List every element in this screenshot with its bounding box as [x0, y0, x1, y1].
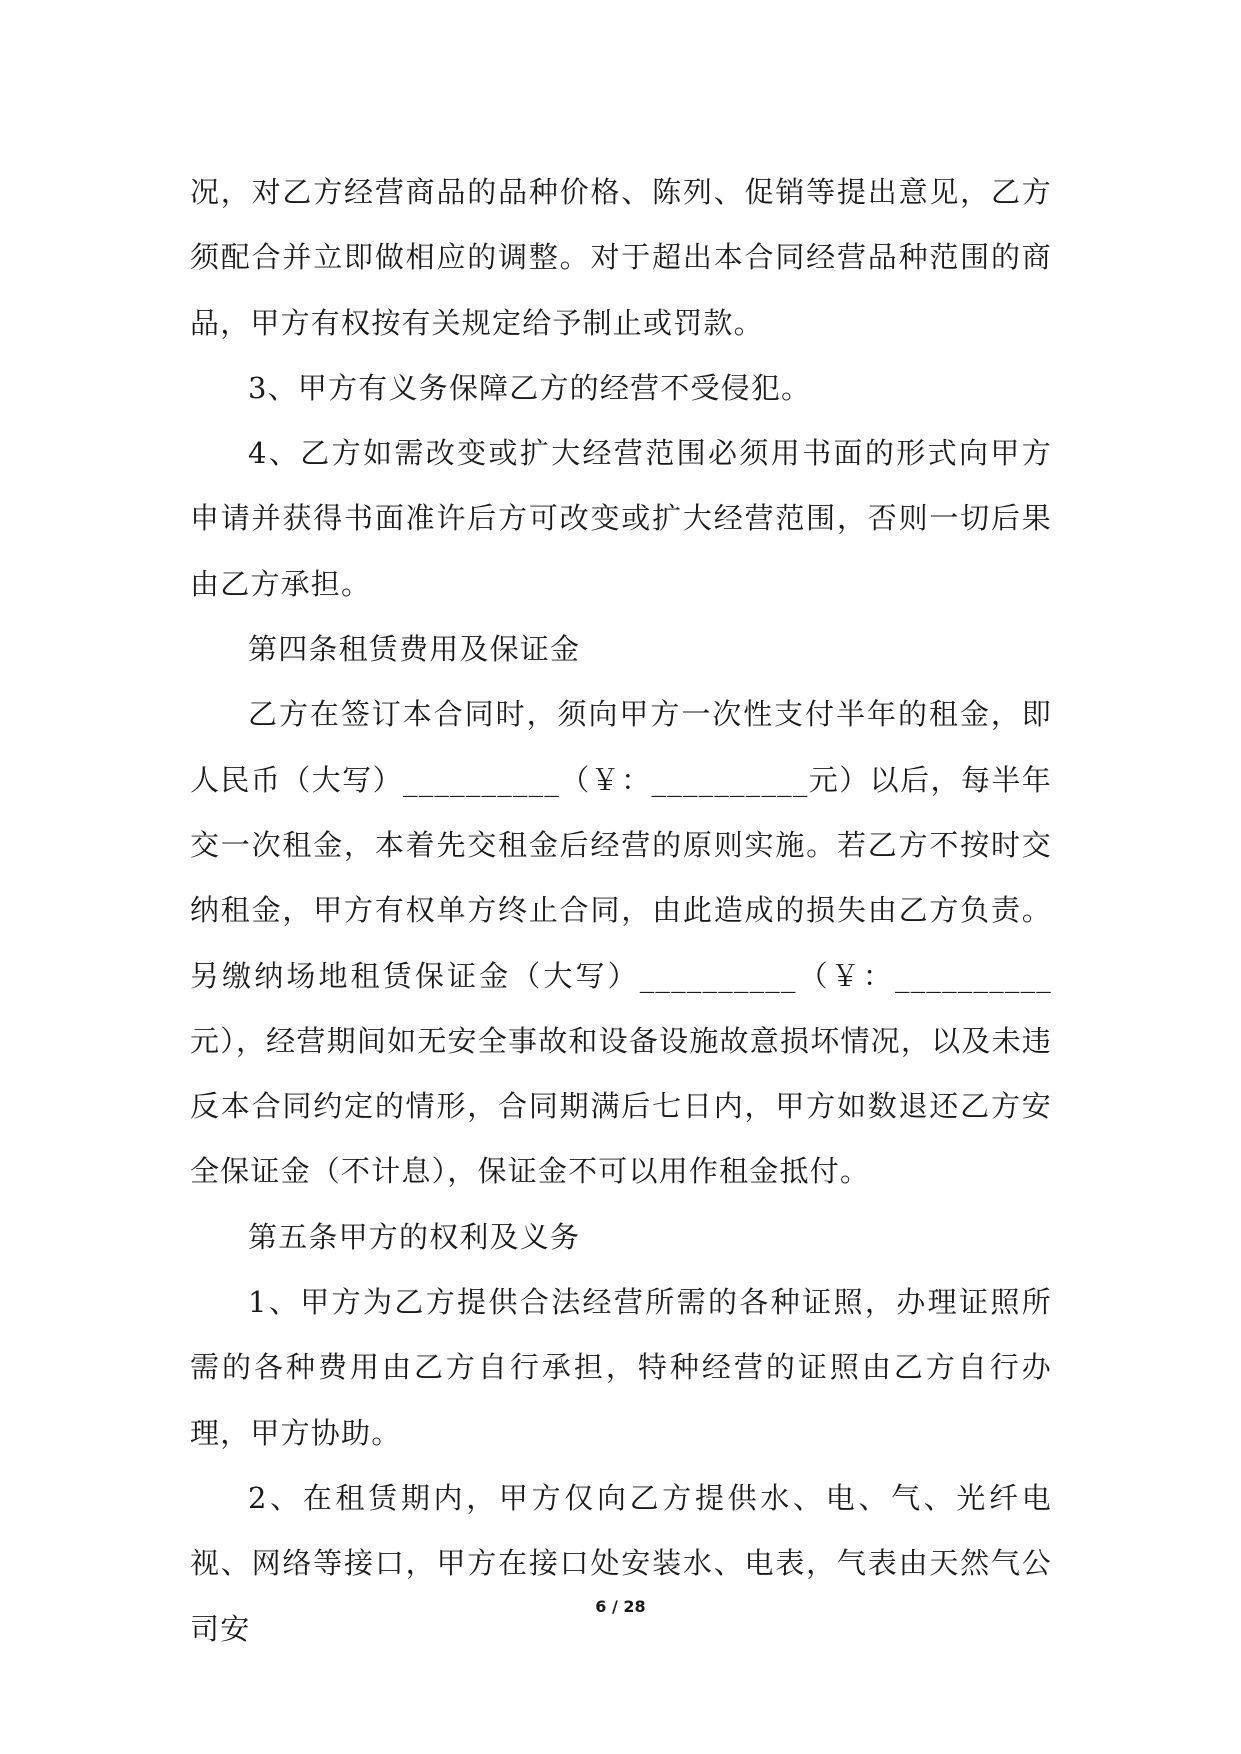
paragraph-5-1: 1、甲方为乙方提供合法经营所需的各种证照，办理证照所需的各种费用由乙方自行承担，特种经营的证照由乙方自行办理，甲方协助。 — [190, 1285, 1052, 1450]
section-heading-article-5: 第五条甲方的权利及义务 — [248, 1219, 581, 1254]
paragraph-3: 4、乙方如需改变或扩大经营范围必须用书面的形式向甲方申请并获得书面准许后方可改变或扩大经营范围，否则一切后果由乙方承担。 — [190, 436, 1052, 601]
document-body — [190, 160, 1052, 1662]
paragraph-2: 3、甲方有义务保障乙方的经营不受侵犯。 — [248, 370, 812, 405]
section-heading-article-4: 第四条租赁费用及保证金 — [248, 632, 581, 667]
paragraph-rent-deposit: 乙方在签订本合同时，须向甲方一次性支付半年的租金，即人民币（大写）__________（￥：__________元）以后，每半年交一次租金，本着先交租金后经营的原则实施。若乙方不按时交纳租金，甲方有权单方终止合同，由此造成的损失由乙方负责。另缴纳场地租赁保证金（大写）__________（￥：__________元），经营期间如无安全事故和设备设施故意损坏情况，以及未违反本合同约定的情形，合同期满后七日内，甲方如数退还乙方安全保证金（不计息），保证金不可以用作租金抵付。 — [190, 697, 1052, 1189]
paragraph-1: 况，对乙方经营商品的品种价格、陈列、促销等提出意见，乙方须配合并立即做相应的调整。对于超出本合同经营品种范围的商品，甲方有权按有关规定给予制止或罚款。 — [190, 175, 1052, 340]
page-number: 6 / 28 — [595, 1597, 646, 1616]
paragraph-5-2: 2、在租赁期内，甲方仅向乙方提供水、电、气、光纤电视、网络等接口，甲方在接口处安装水、电表，气表由天然气公司安 — [190, 1480, 1052, 1646]
